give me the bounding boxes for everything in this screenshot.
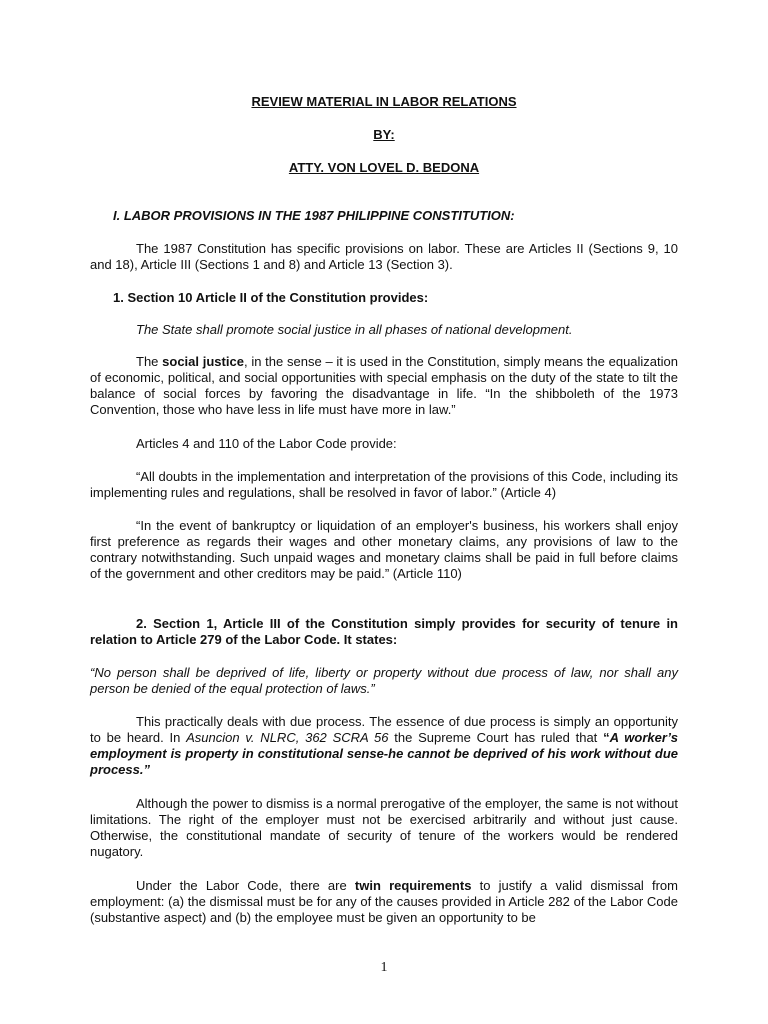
- paragraph-social-justice: [90, 354, 678, 418]
- paragraph-article-110: “In the event of bankruptcy or liquidation of an employer's business, his workers shall enjoy first preference as regards their wages and other monetary claims, any provisions of law to the contrary notwithstanding. Such unpaid wages and monetary claims shall be paid in full before claims of the government and other creditors may be paid.” (Article 110): [90, 518, 678, 581]
- paragraph-intro: The 1987 Constitution has specific provisions on labor. These are Articles II (Sections 9, 10 and 18), Article III (Sections 1 and 8) and Article 13 (Section 3).: [90, 241, 678, 272]
- case-citation: Asuncion v. NLRC, 362 SCRA 56: [186, 730, 389, 745]
- paragraph-power-to-dismiss: Although the power to dismiss is a normal prerogative of the employer, the same is not without limitations. The right of the employer must not be exercised arbitrarily and without just cause. Otherwise, the constitutional mandate of security of tenure of the workers would be rendered nugatory.: [90, 796, 678, 859]
- text-segment: , in the sense – it is used in the Constitution, simply means the equalization of economic, political, and social opportunities with special emphasis on the duty of the state to tilt the balance of social forces by favoring the disadvantage in life. “In the shibboleth of the 1973 Convention, those who have less in life must have more in law.”: [90, 354, 678, 417]
- document-title: REVIEW MATERIAL IN LABOR RELATIONS: [251, 94, 517, 109]
- term-social-justice: social justice: [162, 354, 244, 369]
- subheading-section-10: 1. Section 10 Article II of the Constitution provides:: [113, 290, 429, 305]
- term-twin-requirements: twin requirements: [354, 878, 472, 893]
- quote-due-process: “No person shall be deprived of life, liberty or property without due process of law, nor shall any person be denied of the equal protection of laws.”: [90, 665, 678, 696]
- text-segment: the Supreme Court has ruled that: [388, 730, 604, 745]
- subheading-section-1: 2. Section 1, Article III of the Constitution simply provides for security of tenure in relation to Article 279 of the Labor Code. It states:: [90, 616, 678, 647]
- paragraph-twin-requirements: [90, 878, 678, 926]
- ruling-quote: A worker’s employment is property in constitutional sense-he cannot be deprived of his work without due process.”: [90, 730, 678, 777]
- paragraph-articles-intro: Articles 4 and 110 of the Labor Code provide:: [136, 436, 397, 451]
- text-segment: This practically deals with due process. The essence of due process is simply an opportunity to be heard. In: [90, 714, 678, 745]
- text-segment: to justify a valid dismissal from employment: (a) the dismissal must be for any of the causes provided in Article 282 of the Labor Code (substantive aspect) and (b) the employee must be given an opportunity to be: [90, 878, 678, 925]
- paragraph-due-process: [90, 714, 678, 778]
- open-quote: “: [603, 730, 610, 745]
- paragraph-article-4: “All doubts in the implementation and interpretation of the provisions of this Code, including its implementing rules and regulations, shall be resolved in favor of labor.” (Article 4): [90, 469, 678, 500]
- text-segment: Under the Labor Code, there are: [136, 878, 355, 893]
- page-number: 1: [380, 960, 388, 975]
- section-heading: I. LABOR PROVISIONS IN THE 1987 PHILIPPINE CONSTITUTION:: [113, 208, 515, 223]
- quote-social-justice: The State shall promote social justice in all phases of national development.: [136, 322, 573, 337]
- document-by-label: BY:: [373, 127, 395, 142]
- document-author: ATTY. VON LOVEL D. BEDONA: [288, 160, 480, 175]
- text-segment: The: [136, 354, 163, 369]
